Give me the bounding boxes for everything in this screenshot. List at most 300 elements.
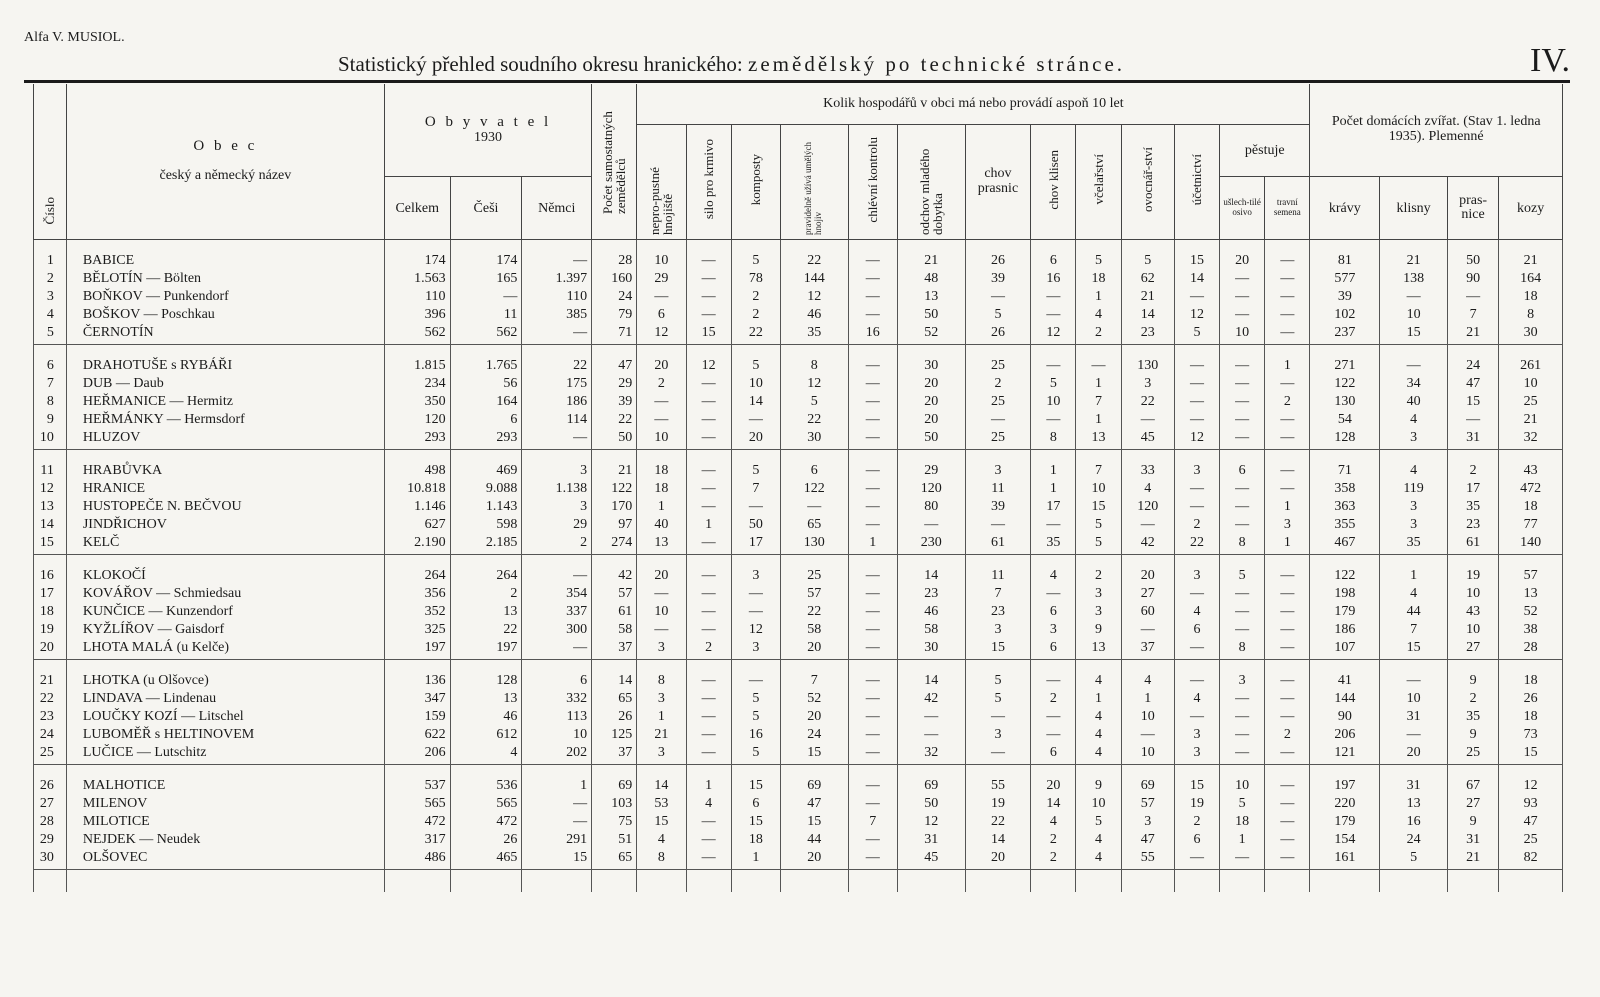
table-cell: 1 bbox=[731, 849, 780, 870]
author-line: Alfa V. MUSIOL. bbox=[24, 30, 125, 45]
row-number: 13 bbox=[34, 498, 67, 516]
table-cell: 52 bbox=[897, 324, 965, 345]
table-cell: 25 bbox=[1499, 393, 1563, 411]
table-cell: — bbox=[686, 450, 731, 481]
table-cell: — bbox=[1174, 498, 1219, 516]
table-cell: 8 bbox=[1220, 639, 1265, 660]
row-number: 22 bbox=[34, 690, 67, 708]
table-cell: 3 bbox=[965, 621, 1031, 639]
table-cell: 4 bbox=[1380, 411, 1448, 429]
table-cell: 31 bbox=[1380, 708, 1448, 726]
obec-name: DRAHOTUŠE s RYBÁŘI bbox=[66, 345, 384, 376]
table-cell: 120 bbox=[897, 480, 965, 498]
table-cell: — bbox=[522, 555, 592, 586]
table-cell: 4 bbox=[1380, 585, 1448, 603]
table-cell: 3 bbox=[637, 744, 686, 765]
table-cell: 52 bbox=[780, 690, 848, 708]
table-cell: 30 bbox=[897, 639, 965, 660]
table-cell: 4 bbox=[1076, 831, 1121, 849]
table-row bbox=[34, 240, 1563, 271]
table-row bbox=[34, 813, 1563, 831]
table-cell: 56 bbox=[450, 375, 522, 393]
table-cell: 22 bbox=[780, 411, 848, 429]
table-cell: — bbox=[1076, 345, 1121, 376]
table-cell: 2 bbox=[1031, 690, 1076, 708]
table-cell: 5 bbox=[731, 345, 780, 376]
table-cell: 160 bbox=[592, 270, 637, 288]
table-cell: 385 bbox=[522, 306, 592, 324]
table-cell: 20 bbox=[897, 393, 965, 411]
table-cell: — bbox=[848, 498, 897, 516]
table-cell: 46 bbox=[897, 603, 965, 621]
table-cell: 20 bbox=[780, 639, 848, 660]
table-cell: — bbox=[1121, 516, 1174, 534]
table-cell: — bbox=[1031, 516, 1076, 534]
table-cell: 21 bbox=[1499, 411, 1563, 429]
table-cell: 562 bbox=[450, 324, 522, 345]
table-row bbox=[34, 765, 1563, 796]
table-row bbox=[34, 849, 1563, 870]
table-cell: 237 bbox=[1310, 324, 1380, 345]
table-cell: 114 bbox=[522, 411, 592, 429]
table-cell: 3 bbox=[522, 498, 592, 516]
table-cell: 26 bbox=[450, 831, 522, 849]
table-cell: 50 bbox=[592, 429, 637, 450]
table-cell: 18 bbox=[637, 480, 686, 498]
table-cell: — bbox=[1265, 708, 1310, 726]
table-cell: 3 bbox=[1174, 555, 1219, 586]
table-cell: 469 bbox=[450, 450, 522, 481]
table-cell: 65 bbox=[592, 849, 637, 870]
table-cell: — bbox=[848, 240, 897, 271]
header-ovocnarstvi: ovocnář-ství bbox=[1121, 124, 1174, 240]
table-cell: 80 bbox=[897, 498, 965, 516]
row-number: 3 bbox=[34, 288, 67, 306]
table-cell: — bbox=[848, 345, 897, 376]
table-cell: 2 bbox=[1031, 831, 1076, 849]
table-cell: — bbox=[1220, 621, 1265, 639]
table-cell: 14 bbox=[592, 660, 637, 691]
table-cell: 154 bbox=[1310, 831, 1380, 849]
table-row bbox=[34, 585, 1563, 603]
table-cell: 3 bbox=[731, 555, 780, 586]
table-cell: 30 bbox=[1499, 324, 1563, 345]
spacer-cell bbox=[66, 870, 384, 893]
table-cell: — bbox=[1380, 288, 1448, 306]
table-cell: — bbox=[1174, 288, 1219, 306]
table-cell: 9.088 bbox=[450, 480, 522, 498]
table-cell: 47 bbox=[1447, 375, 1498, 393]
table-cell: 15 bbox=[1380, 639, 1448, 660]
obec-name: HUSTOPEČE N. BEČVOU bbox=[66, 498, 384, 516]
title-spaced: zemědělský po technické stránce. bbox=[748, 52, 1126, 76]
table-cell: 1.765 bbox=[450, 345, 522, 376]
table-cell: 13 bbox=[450, 690, 522, 708]
table-cell: — bbox=[1265, 603, 1310, 621]
spacer-cell bbox=[731, 870, 780, 893]
table-cell: 12 bbox=[731, 621, 780, 639]
table-cell: 5 bbox=[731, 450, 780, 481]
table-cell: 197 bbox=[450, 639, 522, 660]
table-cell: 2 bbox=[1076, 555, 1121, 586]
table-cell: — bbox=[522, 429, 592, 450]
obec-name: DUB — Daub bbox=[66, 375, 384, 393]
table-cell: 3 bbox=[1076, 585, 1121, 603]
table-cell: — bbox=[1380, 660, 1448, 691]
table-cell: — bbox=[731, 498, 780, 516]
table-cell: 43 bbox=[1499, 450, 1563, 481]
table-cell: 5 bbox=[780, 393, 848, 411]
row-number: 1 bbox=[34, 240, 67, 271]
table-cell: 26 bbox=[965, 324, 1031, 345]
table-cell: 61 bbox=[965, 534, 1031, 555]
header-kolik: Kolik hospodářů v obci má nebo provádí aspoň 10 let bbox=[637, 84, 1310, 124]
table-cell: 20 bbox=[965, 849, 1031, 870]
table-cell: 50 bbox=[897, 429, 965, 450]
table-cell: 10 bbox=[1220, 324, 1265, 345]
table-cell: 1 bbox=[1031, 480, 1076, 498]
table-cell: — bbox=[1447, 288, 1498, 306]
obec-name: OLŠOVEC bbox=[66, 849, 384, 870]
table-cell: 5 bbox=[731, 708, 780, 726]
table-cell: — bbox=[965, 744, 1031, 765]
table-cell: 24 bbox=[592, 288, 637, 306]
table-cell: 8 bbox=[637, 660, 686, 691]
table-cell: 25 bbox=[965, 429, 1031, 450]
header-chlevni: chlévní kontrolu bbox=[848, 124, 897, 240]
table-cell: 62 bbox=[1121, 270, 1174, 288]
table-cell: — bbox=[686, 690, 731, 708]
table-cell: 93 bbox=[1499, 795, 1563, 813]
table-row bbox=[34, 744, 1563, 765]
spacer-cell bbox=[637, 870, 686, 893]
table-cell: — bbox=[848, 660, 897, 691]
table-cell: — bbox=[848, 429, 897, 450]
table-cell: 57 bbox=[592, 585, 637, 603]
table-cell: 10 bbox=[637, 240, 686, 271]
table-cell: 22 bbox=[965, 813, 1031, 831]
table-cell: — bbox=[1265, 621, 1310, 639]
table-cell: — bbox=[1265, 429, 1310, 450]
page-title bbox=[338, 52, 1125, 77]
table-cell: 300 bbox=[522, 621, 592, 639]
table-cell: 291 bbox=[522, 831, 592, 849]
table-cell: 10 bbox=[522, 726, 592, 744]
table-cell: 25 bbox=[1447, 744, 1498, 765]
table-cell: 12 bbox=[897, 813, 965, 831]
table-cell: 6 bbox=[1031, 240, 1076, 271]
table-cell: 90 bbox=[1447, 270, 1498, 288]
table-cell: — bbox=[1265, 324, 1310, 345]
row-number: 19 bbox=[34, 621, 67, 639]
header-silo: silo pro krmivo bbox=[686, 124, 731, 240]
row-number: 11 bbox=[34, 450, 67, 481]
row-number: 20 bbox=[34, 639, 67, 660]
table-cell: 1 bbox=[1031, 450, 1076, 481]
table-cell: 1 bbox=[1076, 288, 1121, 306]
table-cell: 61 bbox=[1447, 534, 1498, 555]
table-cell: — bbox=[848, 411, 897, 429]
spacer-cell bbox=[1121, 870, 1174, 893]
table-cell: 121 bbox=[1310, 744, 1380, 765]
table-cell: 55 bbox=[1121, 849, 1174, 870]
table-cell: 103 bbox=[592, 795, 637, 813]
statistics-table-wrapper bbox=[33, 84, 1563, 892]
table-cell: 58 bbox=[897, 621, 965, 639]
table-cell: — bbox=[1265, 765, 1310, 796]
table-cell: — bbox=[848, 639, 897, 660]
table-cell: 198 bbox=[1310, 585, 1380, 603]
table-cell: — bbox=[1265, 270, 1310, 288]
header-obyvatel-title: O b y v a t e l bbox=[424, 113, 552, 130]
spacer-cell bbox=[686, 870, 731, 893]
table-cell: 622 bbox=[384, 726, 450, 744]
table-cell: — bbox=[686, 603, 731, 621]
obec-name: KOVÁŘOV — Schmiedsau bbox=[66, 585, 384, 603]
table-cell: 23 bbox=[897, 585, 965, 603]
table-cell: 47 bbox=[592, 345, 637, 376]
table-cell: — bbox=[1121, 726, 1174, 744]
table-row bbox=[34, 516, 1563, 534]
table-cell: — bbox=[1220, 849, 1265, 870]
table-cell: 31 bbox=[897, 831, 965, 849]
table-cell: 30 bbox=[897, 345, 965, 376]
table-cell: 3 bbox=[1076, 603, 1121, 621]
table-cell: — bbox=[1174, 639, 1219, 660]
table-cell: — bbox=[637, 621, 686, 639]
table-cell: 32 bbox=[1499, 429, 1563, 450]
header-celkem: Celkem bbox=[384, 177, 450, 240]
table-cell: 47 bbox=[1499, 813, 1563, 831]
obec-name: BABICE bbox=[66, 240, 384, 271]
table-cell: 4 bbox=[1121, 660, 1174, 691]
table-cell: 467 bbox=[1310, 534, 1380, 555]
table-cell: 9 bbox=[1076, 621, 1121, 639]
table-cell: — bbox=[1174, 393, 1219, 411]
table-cell: 33 bbox=[1121, 450, 1174, 481]
header-obyvatel-year: 1930 bbox=[474, 129, 503, 145]
table-cell: 465 bbox=[450, 849, 522, 870]
table-cell: 10 bbox=[1076, 795, 1121, 813]
table-cell: 46 bbox=[780, 306, 848, 324]
table-cell: 8 bbox=[1031, 429, 1076, 450]
spacer-cell bbox=[1265, 870, 1310, 893]
table-cell: 13 bbox=[1499, 585, 1563, 603]
header-zvirata: Počet domácích zvířat. (Stav 1. ledna 1935). Plemenné bbox=[1310, 84, 1563, 177]
table-cell: — bbox=[1174, 375, 1219, 393]
table-cell: 5 bbox=[965, 660, 1031, 691]
table-cell: 43 bbox=[1447, 603, 1498, 621]
row-number: 27 bbox=[34, 795, 67, 813]
table-cell: 41 bbox=[1310, 660, 1380, 691]
header-kravy: krávy bbox=[1310, 177, 1380, 240]
table-cell: 10 bbox=[1447, 621, 1498, 639]
table-cell: 10 bbox=[1121, 744, 1174, 765]
table-cell: 37 bbox=[1121, 639, 1174, 660]
header-chov-klisen: chov klisen bbox=[1031, 124, 1076, 240]
table-cell: 18 bbox=[731, 831, 780, 849]
table-row bbox=[34, 375, 1563, 393]
table-cell: — bbox=[897, 516, 965, 534]
table-cell: — bbox=[1265, 375, 1310, 393]
table-cell: 7 bbox=[780, 660, 848, 691]
table-cell: 130 bbox=[780, 534, 848, 555]
table-cell: 1 bbox=[522, 765, 592, 796]
table-cell: 2 bbox=[450, 585, 522, 603]
table-cell: 4 bbox=[1076, 660, 1121, 691]
spacer-cell bbox=[780, 870, 848, 893]
table-cell: 52 bbox=[1499, 603, 1563, 621]
table-cell: 1 bbox=[637, 708, 686, 726]
table-cell: — bbox=[686, 393, 731, 411]
header-pocet: Počet samostatných zemědělců bbox=[592, 84, 637, 240]
table-bottom-spacer bbox=[34, 870, 1563, 893]
table-cell: 20 bbox=[1031, 765, 1076, 796]
table-cell: 120 bbox=[384, 411, 450, 429]
table-cell: 1 bbox=[1265, 534, 1310, 555]
table-cell: — bbox=[1174, 849, 1219, 870]
table-cell: 46 bbox=[450, 708, 522, 726]
spacer-cell bbox=[965, 870, 1031, 893]
table-cell: 164 bbox=[450, 393, 522, 411]
table-row bbox=[34, 288, 1563, 306]
obec-name: KLOKOČÍ bbox=[66, 555, 384, 586]
table-cell: 350 bbox=[384, 393, 450, 411]
table-cell: — bbox=[1121, 411, 1174, 429]
table-cell: — bbox=[1220, 690, 1265, 708]
table-cell: 4 bbox=[1174, 603, 1219, 621]
table-cell: 179 bbox=[1310, 813, 1380, 831]
table-cell: 10 bbox=[1447, 585, 1498, 603]
table-cell: 12 bbox=[1499, 765, 1563, 796]
table-cell: 22 bbox=[450, 621, 522, 639]
table-cell: 47 bbox=[1121, 831, 1174, 849]
table-cell: — bbox=[848, 585, 897, 603]
header-obec-sub: český a německý název bbox=[159, 168, 292, 184]
table-cell: 44 bbox=[780, 831, 848, 849]
table-cell: 5 bbox=[1174, 324, 1219, 345]
table-cell: 20 bbox=[1380, 744, 1448, 765]
table-cell: 612 bbox=[450, 726, 522, 744]
table-cell: 12 bbox=[686, 345, 731, 376]
header-obec bbox=[66, 84, 384, 240]
table-cell: 12 bbox=[1031, 324, 1076, 345]
obec-name: MILENOV bbox=[66, 795, 384, 813]
table-cell: 25 bbox=[965, 393, 1031, 411]
table-cell: 57 bbox=[1499, 555, 1563, 586]
table-cell: 2 bbox=[1447, 690, 1498, 708]
table-cell: 24 bbox=[1447, 345, 1498, 376]
obec-name: BOŠKOV — Poschkau bbox=[66, 306, 384, 324]
table-cell: 6 bbox=[1220, 450, 1265, 481]
header-komposty: komposty bbox=[731, 124, 780, 240]
table-cell: 128 bbox=[1310, 429, 1380, 450]
table-cell: 10 bbox=[1076, 480, 1121, 498]
table-cell: — bbox=[1174, 660, 1219, 691]
table-cell: 472 bbox=[450, 813, 522, 831]
table-cell: 10 bbox=[637, 603, 686, 621]
table-cell: 14 bbox=[637, 765, 686, 796]
table-cell: 14 bbox=[1031, 795, 1076, 813]
table-cell: — bbox=[1220, 480, 1265, 498]
table-cell: — bbox=[1447, 411, 1498, 429]
table-cell: 197 bbox=[384, 639, 450, 660]
table-cell: 17 bbox=[731, 534, 780, 555]
table-cell: 7 bbox=[1076, 393, 1121, 411]
table-cell: — bbox=[1220, 516, 1265, 534]
table-cell: — bbox=[1265, 690, 1310, 708]
table-cell: 23 bbox=[1447, 516, 1498, 534]
table-cell: — bbox=[1265, 240, 1310, 271]
table-cell: 138 bbox=[1380, 270, 1448, 288]
table-cell: 69 bbox=[1121, 765, 1174, 796]
table-cell: 29 bbox=[592, 375, 637, 393]
table-row bbox=[34, 555, 1563, 586]
table-cell: 627 bbox=[384, 516, 450, 534]
table-cell: 26 bbox=[1499, 690, 1563, 708]
table-cell: — bbox=[1220, 429, 1265, 450]
table-cell: 1 bbox=[1121, 690, 1174, 708]
obec-name: LHOTKA (u Olšovce) bbox=[66, 660, 384, 691]
table-cell: 67 bbox=[1447, 765, 1498, 796]
table-cell: — bbox=[848, 306, 897, 324]
table-cell: 5 bbox=[965, 690, 1031, 708]
table-cell: 356 bbox=[384, 585, 450, 603]
table-cell: 537 bbox=[384, 765, 450, 796]
spacer-cell bbox=[450, 870, 522, 893]
row-number: 28 bbox=[34, 813, 67, 831]
header-cislo: Číslo bbox=[34, 84, 67, 240]
table-cell: 3 bbox=[1174, 726, 1219, 744]
table-cell: 34 bbox=[1380, 375, 1448, 393]
table-cell: 58 bbox=[592, 621, 637, 639]
spacer-cell bbox=[384, 870, 450, 893]
header-klisny: klisny bbox=[1380, 177, 1448, 240]
table-cell: — bbox=[731, 603, 780, 621]
table-cell: 24 bbox=[780, 726, 848, 744]
table-cell: 1 bbox=[1265, 345, 1310, 376]
table-cell: 125 bbox=[592, 726, 637, 744]
table-cell: — bbox=[965, 411, 1031, 429]
table-cell: 6 bbox=[637, 306, 686, 324]
table-cell: 21 bbox=[1447, 324, 1498, 345]
table-cell: 6 bbox=[1174, 831, 1219, 849]
table-cell: 355 bbox=[1310, 516, 1380, 534]
table-cell: 50 bbox=[897, 795, 965, 813]
table-cell: 2 bbox=[731, 288, 780, 306]
table-cell: 2 bbox=[1174, 516, 1219, 534]
table-cell: 35 bbox=[1447, 708, 1498, 726]
table-cell: 271 bbox=[1310, 345, 1380, 376]
table-cell: 1.143 bbox=[450, 498, 522, 516]
table-cell: — bbox=[1220, 726, 1265, 744]
table-cell: 3 bbox=[522, 450, 592, 481]
table-cell: 20 bbox=[1220, 240, 1265, 271]
table-cell: — bbox=[1174, 345, 1219, 376]
table-cell: 29 bbox=[637, 270, 686, 288]
table-cell: — bbox=[686, 660, 731, 691]
table-cell: 5 bbox=[1220, 795, 1265, 813]
table-cell: — bbox=[637, 585, 686, 603]
table-cell: — bbox=[686, 744, 731, 765]
table-cell: 51 bbox=[592, 831, 637, 849]
table-row bbox=[34, 306, 1563, 324]
table-cell: — bbox=[780, 498, 848, 516]
table-cell: — bbox=[1220, 306, 1265, 324]
table-cell: 42 bbox=[592, 555, 637, 586]
table-cell: 565 bbox=[450, 795, 522, 813]
table-cell: 4 bbox=[1174, 690, 1219, 708]
